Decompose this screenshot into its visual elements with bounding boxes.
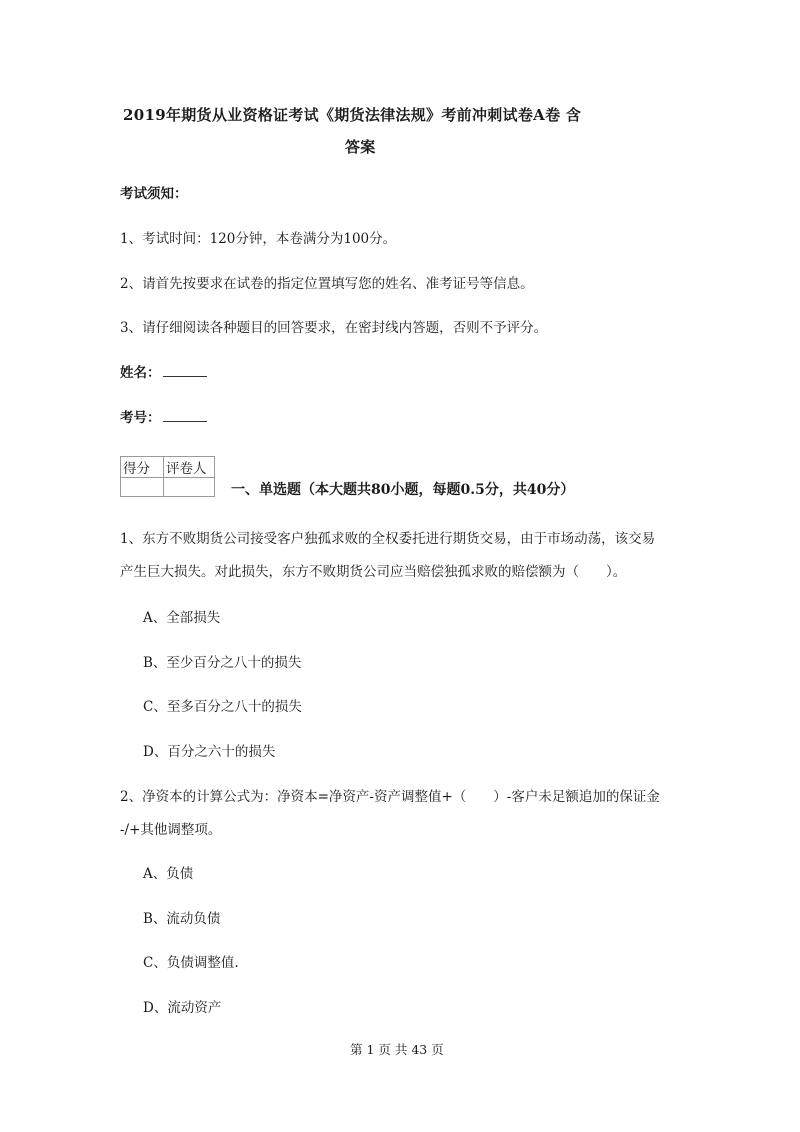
name-label: 姓名：: [120, 365, 161, 381]
document-title-line2: 答案: [345, 138, 376, 156]
question-1-option-d[interactable]: D、百分之六十的损失: [143, 744, 276, 760]
id-field: [120, 406, 207, 426]
grader-cell[interactable]: [164, 478, 215, 497]
question-1-line1: 1、东方不败期货公司接受客户独孤求败的全权委托进行期货交易，由于市场动荡，该交易: [120, 531, 656, 547]
notice-item-3: 3、请仔细阅读各种题目的回答要求，在密封线内答题，否则不予评分。: [120, 320, 548, 336]
question-2-line2: -/+其他调整项。: [120, 822, 222, 838]
question-2-option-b[interactable]: B、流动负债: [143, 911, 221, 927]
grader-header: 评卷人: [164, 457, 215, 478]
question-1-option-a[interactable]: A、全部损失: [143, 610, 221, 626]
question-1-line2: 产生巨大损失。对此损失，东方不败期货公司应当赔偿独孤求败的赔偿额为（ ）。: [120, 564, 627, 580]
question-2-option-c[interactable]: C、负债调整值.: [143, 955, 239, 971]
name-blank[interactable]: [163, 364, 207, 377]
name-field: [120, 361, 207, 381]
question-2-option-d[interactable]: D、流动资产: [143, 1000, 222, 1016]
id-blank[interactable]: [163, 409, 207, 422]
section-heading: 一、单选题（本大题共80小题，每题0.5分，共40分）: [231, 482, 575, 498]
score-header: 得分: [121, 457, 164, 478]
question-1-option-b[interactable]: B、至少百分之八十的损失: [143, 655, 302, 671]
notice-item-1: 1、考试时间：120分钟，本卷满分为100分。: [120, 231, 397, 247]
notice-item-2: 2、请首先按要求在试卷的指定位置填写您的姓名、准考证号等信息。: [120, 276, 534, 292]
page-number: 第 1 页 共 43 页: [350, 1042, 444, 1057]
notice-heading: 考试须知：: [120, 186, 188, 202]
question-2-option-a[interactable]: A、负债: [143, 866, 194, 882]
question-1-option-c[interactable]: C、至多百分之八十的损失: [143, 699, 302, 715]
document-title-line1: 2019年期货从业资格证考试《期货法律法规》考前冲刺试卷A卷 含: [123, 106, 582, 124]
question-2-line1: 2、净资本的计算公式为：净资本=净资产-资产调整值+（ ）-客户未足额追加的保证金: [120, 789, 660, 805]
score-cell[interactable]: [121, 478, 164, 497]
score-table: [120, 456, 215, 497]
id-label: 考号：: [120, 410, 161, 426]
